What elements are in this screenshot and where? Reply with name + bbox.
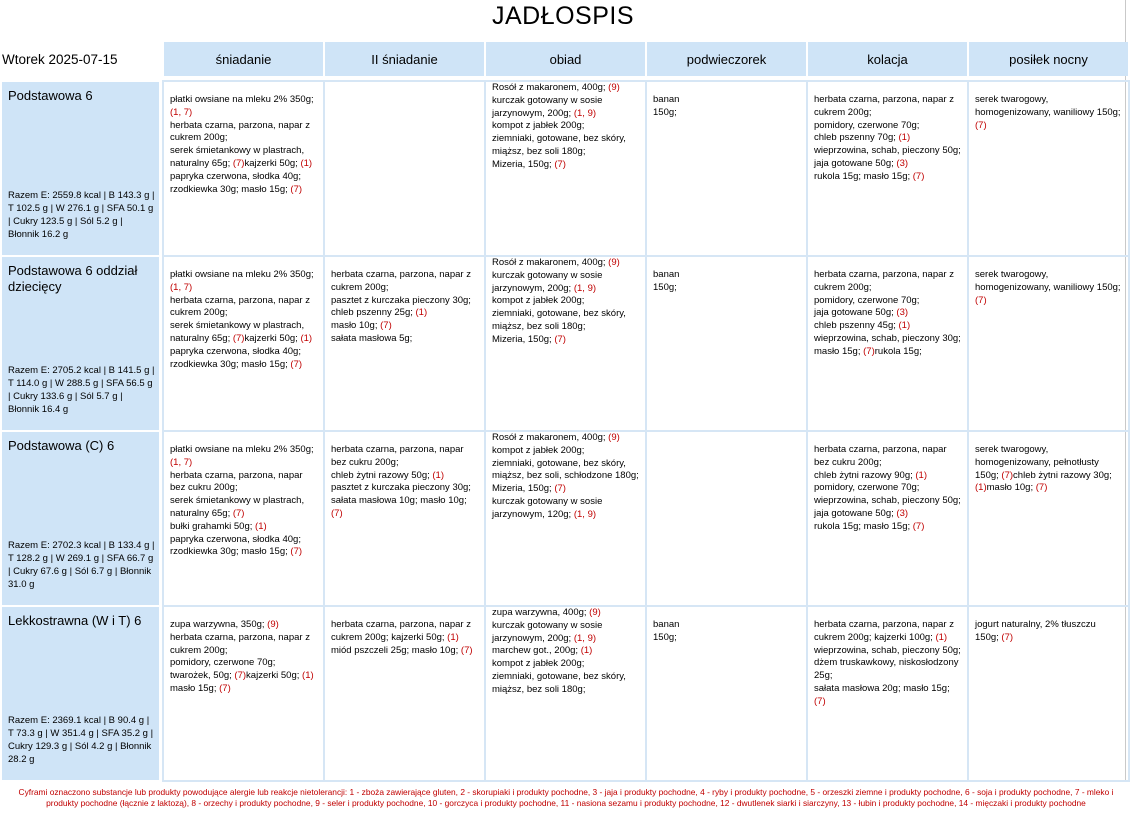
meal-cell [969,94,1128,132]
menu-item [814,521,961,534]
menu-item [814,132,961,145]
allergen-code: (7) [554,158,566,170]
item-text: kurczak gotowany w sosie jarzynowym, 200g; [492,269,603,294]
item-text: ziemniaki, gotowane, bez skóry, miąższ, bez soli 180g; [492,133,626,157]
menu-item [814,470,961,483]
menu-item [814,269,961,295]
allergen-code: (7) [554,333,566,345]
item-text: herbata czarna, parzona, napar z cukrem 200g; kajzerki 100g; [814,619,954,643]
item-text: jogurt naturalny, 2% tłuszczu 150g; [975,619,1096,643]
item-text: wieprzowina, schab, pieczony 50g; jaja gotowane 50g; [814,145,961,169]
nutrition-summary: Razem E: 2705.2 kcal | B 141.5 g | T 114.0 g | W 288.5 g | SFA 56.5 g | Cukry 133.6 g | Sól 5.7 g | Błonnik 16.4 g [8,365,155,415]
menu-item [814,307,961,320]
menu-item [170,94,317,120]
menu-item [170,320,317,346]
allergen-code: (7) [975,294,987,306]
menu-item [492,496,639,522]
allergen-code: (1) [300,332,313,344]
allergen-code: (7) [912,170,925,182]
item-text: herbata czarna, parzona, napar bez cukru 200g; [170,469,303,494]
meal-cell [808,619,967,709]
menu-item [492,133,639,159]
menu-item [653,619,800,632]
item-text: miód pszczeli 25g; masło 10g; [331,644,461,656]
allergen-code: (9) [608,257,620,268]
item-text: herbata czarna, parzona, napar z cukrem 200g; kajzerki 50g; [331,619,471,643]
allergen-code: (1) [300,157,313,169]
item-text: zupa warzywna, 400g; [492,607,590,618]
menu-item [814,295,961,308]
meal-header: kolacja [808,42,967,76]
menu-item [814,171,961,184]
menu-item [170,444,317,470]
item-text: pasztet z kurczaka pieczony 30g; [331,294,471,306]
diet-label [2,607,159,780]
item-text: pomidory, czerwone 70g; [814,119,920,131]
menu-item [492,645,639,658]
item-text: kompot z jabłek 200g; [492,658,585,670]
allergen-code: (7) [1035,482,1048,494]
allergen-code: (1) [975,482,987,494]
item-text: kurczak gotowany w sosie jarzynowym, 200g; [492,619,603,644]
allergen-code: (3) [896,307,909,319]
menu-item [170,120,317,146]
allergen-code: (7) [1001,469,1014,481]
menu-item [170,670,317,683]
menu-item [814,94,961,120]
date-label: Wtorek 2025-07-15 [2,52,118,67]
item-text: bułki grahamki 50g; [170,520,256,532]
allergen-code: (7) [331,507,343,519]
item-text: chleb pszenny 25g; [331,307,416,319]
menu-item [331,470,478,483]
item-text: masło 10g; [986,482,1036,494]
meal-header: śniadanie [164,42,323,76]
item-text: kajzerki 50g; [244,157,301,169]
item-text: ziemniaki, gotowane, bez skóry, miąższ, bez soli 180g; [492,670,626,695]
item-text: chleb żytni razowy 30g; [1013,469,1112,481]
menu-item [170,184,317,197]
item-text: herbata czarna, parzona, napar bez cukru 200g; [814,444,947,468]
allergen-code: (9) [608,432,620,443]
item-text: rukola 15g; masło 15g; [814,520,913,532]
meal-cell [486,607,645,697]
grid-line [162,780,1130,782]
allergen-code: (7) [290,546,303,558]
item-text: dżem truskawkowy, niskosłodzony 25g; [814,657,959,682]
menu-item [653,94,800,107]
meal-header: obiad [486,42,645,76]
menu-item [814,145,961,171]
meal-cell [486,257,645,347]
allergen-code: (1) [580,645,593,657]
allergen-code: (7) [219,682,231,694]
nutrition-summary: Razem E: 2369.1 kcal | B 90.4 g | T 73.3 g | W 351.4 g | SFA 35.2 g | Cukry 129.3 g | Sól 4.2 g | Błonnik 28.2 g [8,715,154,765]
item-text: chleb żytni razowy 50g; [331,469,433,481]
item-text: wieprzowina, schab, pieczony 30g; masło 15g; [814,332,961,357]
meal-cell [969,269,1128,307]
meal-header: podwieczorek [647,42,806,76]
allergen-code: (1, 9) [573,107,597,119]
menu-item [170,534,317,547]
item-text: rukola 15g; masło 15g; [814,170,913,182]
menu-item [331,482,478,495]
allergen-code: (7) [975,119,987,131]
allergen-code: (7) [234,670,247,682]
allergen-code: (7) [814,695,826,707]
item-text: herbata czarna, parzona, napar z cukrem 200g; [814,269,954,293]
item-text: pasztet z kurczaka pieczony 30g; [331,482,471,494]
item-text: herbata czarna, parzona, napar bez cukru 200g; [331,444,464,468]
item-text: papryka czerwona, słodka 40g; [170,345,301,357]
menu-item [170,470,317,496]
menu-item [170,657,317,670]
menu-item [653,107,800,120]
menu-item [814,333,961,359]
grid-line [162,430,1130,432]
item-text: herbata czarna, parzona, napar z cukrem 200g; [170,294,310,319]
menu-item [170,359,317,372]
page-title: JADŁOSPIS [491,2,635,30]
item-text: serek twarogowy, homogenizowany, waniliowy 150g; [975,94,1121,118]
diet-name: Podstawowa 6 [8,88,93,103]
menu-item [814,444,961,470]
meal-cell [808,444,967,534]
meal-cell [164,444,323,559]
menu-item [653,269,800,282]
item-text: rzodkiewka 30g; masło 15g; [170,358,291,370]
allergen-code: (1, 7) [170,106,193,118]
menu-item [331,333,478,346]
grid-line [162,255,1130,257]
item-text: rzodkiewka 30g; masło 15g; [170,183,291,195]
menu-item [492,270,639,296]
allergen-code: (1, 7) [170,281,193,293]
item-text: Mizeria, 150g; [492,333,555,345]
diet-label [2,257,159,430]
menu-item [170,346,317,359]
item-text: Mizeria, 150g; [492,158,555,170]
menu-item [814,645,961,658]
meal-header: II śniadanie [325,42,484,76]
meal-cell [325,269,484,346]
menu-item [814,495,961,521]
menu-item [331,619,478,645]
allergen-code: (7) [380,320,392,332]
menu-item [492,120,639,133]
nutrition-summary: Razem E: 2702.3 kcal | B 133.4 g | T 128.2 g | W 269.1 g | SFA 66.7 g | Cukry 67.6 g | Sól 6.7 g | Błonnik 31.0 g [8,540,155,590]
item-text: masło 10g; [331,320,381,332]
allergen-code: (7) [290,183,303,195]
allergen-code: (1) [447,631,459,643]
meal-cell [808,269,967,359]
diet-name: Podstawowa 6 oddział dziecięcy [8,263,138,294]
nutrition-summary: Razem E: 2559.8 kcal | B 143.3 g | T 102.5 g | W 276.1 g | SFA 50.1 g | Cukry 123.5 g | Sól 5.2 g | Błonnik 16.2 g [8,190,155,240]
item-text: zupa warzywna, 350g; [170,619,268,630]
menu-item [975,619,1122,645]
menu-item [653,632,800,645]
menu-item [653,282,800,295]
item-text: chleb żytni razowy 90g; [814,469,916,481]
menu-item [170,171,317,184]
item-text: 150g; [653,281,677,293]
menu-item [492,458,639,496]
item-text: sałata masłowa 10g; masło 10g; [331,495,467,507]
diet-name: Podstawowa (C) 6 [8,438,115,453]
meal-cell [164,269,323,371]
menu-item [492,671,639,697]
meal-cell [808,94,967,184]
item-text: banan [653,94,680,105]
meal-cell [647,269,806,295]
item-text: kajzerki 50g; [246,670,303,682]
item-text: serek śmietankowy w plastrach, naturalny 65g; [170,145,305,169]
allergen-code: (1, 9) [573,632,597,644]
item-text: Rosół z makaronem, 400g; [492,82,609,93]
allergen-code: (1, 9) [573,282,597,294]
allergen-code: (1, 9) [573,508,597,520]
meal-cell [486,432,645,522]
menu-item [975,444,1122,495]
diet-label [2,82,159,255]
meal-cell [325,619,484,657]
menu-item [492,432,639,445]
item-text: wieprzowina, schab, pieczony 50g; jaja gotowane 50g; [814,495,961,519]
item-text: chleb pszenny 45g; [814,320,899,332]
item-text: pomidory, czerwone 70g; [814,294,920,306]
allergen-code: (3) [896,157,909,169]
meal-cell [647,94,806,120]
item-text: płatki owsiane na mleku 2% 350g; [170,94,314,105]
item-text: banan [653,269,680,280]
menu-item [814,482,961,495]
item-text: kompot z jabłek 200g; [492,444,585,456]
menu-item [331,444,478,470]
allergen-code: (9) [267,619,279,630]
meal-header: posiłek nocny [969,42,1128,76]
item-text: kompot z jabłek 200g; [492,120,585,132]
item-text: wieprzowina, schab, pieczony 50g; [814,644,961,656]
menu-item [170,295,317,321]
menu-item [492,334,639,347]
menu-item [492,295,639,308]
item-text: kompot z jabłek 200g; [492,295,585,307]
menu-item [492,82,639,95]
item-text: sałata masłowa 20g; masło 15g; [814,682,950,694]
allergen-code: (7) [554,483,566,495]
item-text: rukola 15g; [874,345,922,357]
menu-item [492,257,639,270]
item-text: pomidory, czerwone 70g; [814,482,920,494]
item-text: herbata czarna, parzona, napar z cukrem 200g; [331,269,471,293]
item-text: marchew got., 200g; [492,645,581,657]
menu-item [492,95,639,121]
meal-cell [164,94,323,196]
allergen-code: (1) [935,631,948,643]
menu-item [492,159,639,172]
diet-name: Lekkostrawna (W i T) 6 [8,613,142,628]
allergen-code: (1, 7) [170,456,193,468]
allergen-code: (7) [290,358,303,370]
menu-item [331,295,478,308]
grid-line [162,80,1130,82]
menu-item [331,645,478,658]
item-text: serek śmietankowy w plastrach, naturalny 65g; [170,495,305,519]
allergen-code: (7) [232,157,245,169]
item-text: serek twarogowy, homogenizowany, waniliowy 150g; [975,269,1121,293]
menu-item [814,120,961,133]
item-text: jaja gotowane 50g; [814,307,897,319]
allergen-code: (1) [898,132,911,144]
allergen-code: (3) [896,507,909,519]
allergen-code: (1) [898,320,911,332]
menu-item [814,619,961,645]
menu-item [331,495,478,521]
item-text: chleb pszenny 70g; [814,132,899,144]
menu-item [170,619,317,632]
item-text: płatki owsiane na mleku 2% 350g; [170,269,314,280]
item-text: serek twarogowy, homogenizowany, pełnotłusty 150g; [975,444,1099,481]
menu-item [170,495,317,521]
allergen-code: (1) [415,307,428,319]
menu-item [170,546,317,559]
item-text: kurczak gotowany w sosie jarzynowym, 200g; [492,94,603,119]
menu-item [331,307,478,320]
menu-item [492,658,639,671]
allergen-code: (7) [460,644,473,656]
menu-item [170,145,317,171]
allergen-code: (1) [302,670,314,682]
meal-cell [969,619,1128,645]
allergen-code: (7) [1001,631,1014,643]
item-text: sałata masłowa 5g; [331,332,413,344]
allergen-code: (1) [915,469,928,481]
item-text: ziemniaki, gotowane, bez skóry, miąższ, bez soli, schłodzone 180g; Mizeria, 150g; [492,457,639,495]
menu-item [170,632,317,658]
allergen-legend: Cyframi oznaczono substancje lub produkty powodujące alergie lub reakcje nietolerancji: 1 - zboża zawierające gluten, 2 - skorupiaki i produkty pochodne, 3 - jaja i produkty pochodne, 4 - ryby i produkty pochodne, 5 - orzeszki ziemne i produkty pochodne, 6 - soja i produkty pochodne, 7 - mleko i produkty pochodne (łącznie z laktozą), 8 - orzechy i produkty pochodne, 9 - seler i produkty pochodne, 10 - gorczyca i produkty pochodne, 11 - nasiona sezamu i produkty pochodne, 12 - dwutlenek siarki i siarczyny, 13 - łubin i produkty pochodne, 14 - mięczaki i produkty pochodne [18,787,1114,808]
item-text: masło 15g; [170,682,220,694]
menu-item [492,620,639,646]
item-text: twarożek, 50g; [170,670,235,682]
item-text: herbata czarna, parzona, napar z cukrem 200g; [814,94,954,118]
item-text: kurczak gotowany w sosie jarzynowym, 120g; [492,495,603,520]
grid-line [162,605,1130,607]
item-text: 150g; [653,106,677,118]
meal-cell [647,619,806,645]
menu-item [814,320,961,333]
item-text: serek śmietankowy w plastrach, naturalny 65g; [170,320,305,344]
item-text: papryka czerwona, słodka 40g; [170,533,301,545]
menu-item [814,657,961,683]
allergen-code: (7) [912,520,925,532]
allergen-code: (9) [608,82,620,93]
item-text: banan [653,619,680,630]
menu-item [492,308,639,334]
menu-item [331,269,478,295]
menu-item [975,94,1122,132]
allergen-code: (7) [232,507,245,519]
menu-item [492,445,639,458]
menu-item [170,521,317,534]
allergen-code: (7) [863,345,875,357]
item-text: ziemniaki, gotowane, bez skóry, miąższ, bez soli 180g; [492,308,626,332]
meal-cell [969,444,1128,495]
menu-item [170,269,317,295]
item-text: papryka czerwona, słodka 40g; [170,170,301,182]
menu-item [814,683,961,709]
item-text: herbata czarna, parzona, napar z cukrem 200g; [170,631,310,656]
menu-item [975,269,1122,307]
item-text: płatki owsiane na mleku 2% 350g; [170,444,314,455]
allergen-code: (7) [232,332,245,344]
meal-cell [486,82,645,172]
item-text: herbata czarna, parzona, napar z cukrem 200g; [170,119,310,144]
menu-item [331,320,478,333]
allergen-code: (1) [255,520,267,532]
item-text: Rosół z makaronem, 400g; [492,257,609,268]
allergen-code: (1) [432,469,445,481]
allergen-code: (9) [589,607,601,618]
meal-cell [164,619,323,696]
diet-label [2,432,159,605]
item-text: Rosół z makaronem, 400g; [492,432,609,443]
item-text: rzodkiewka 30g; masło 15g; [170,546,291,558]
item-text: pomidory, czerwone 70g; [170,657,276,669]
menu-item [492,607,639,620]
item-text: kajzerki 50g; [244,332,301,344]
item-text: 150g; [653,631,677,643]
menu-item [170,683,317,696]
meal-cell [325,444,484,521]
